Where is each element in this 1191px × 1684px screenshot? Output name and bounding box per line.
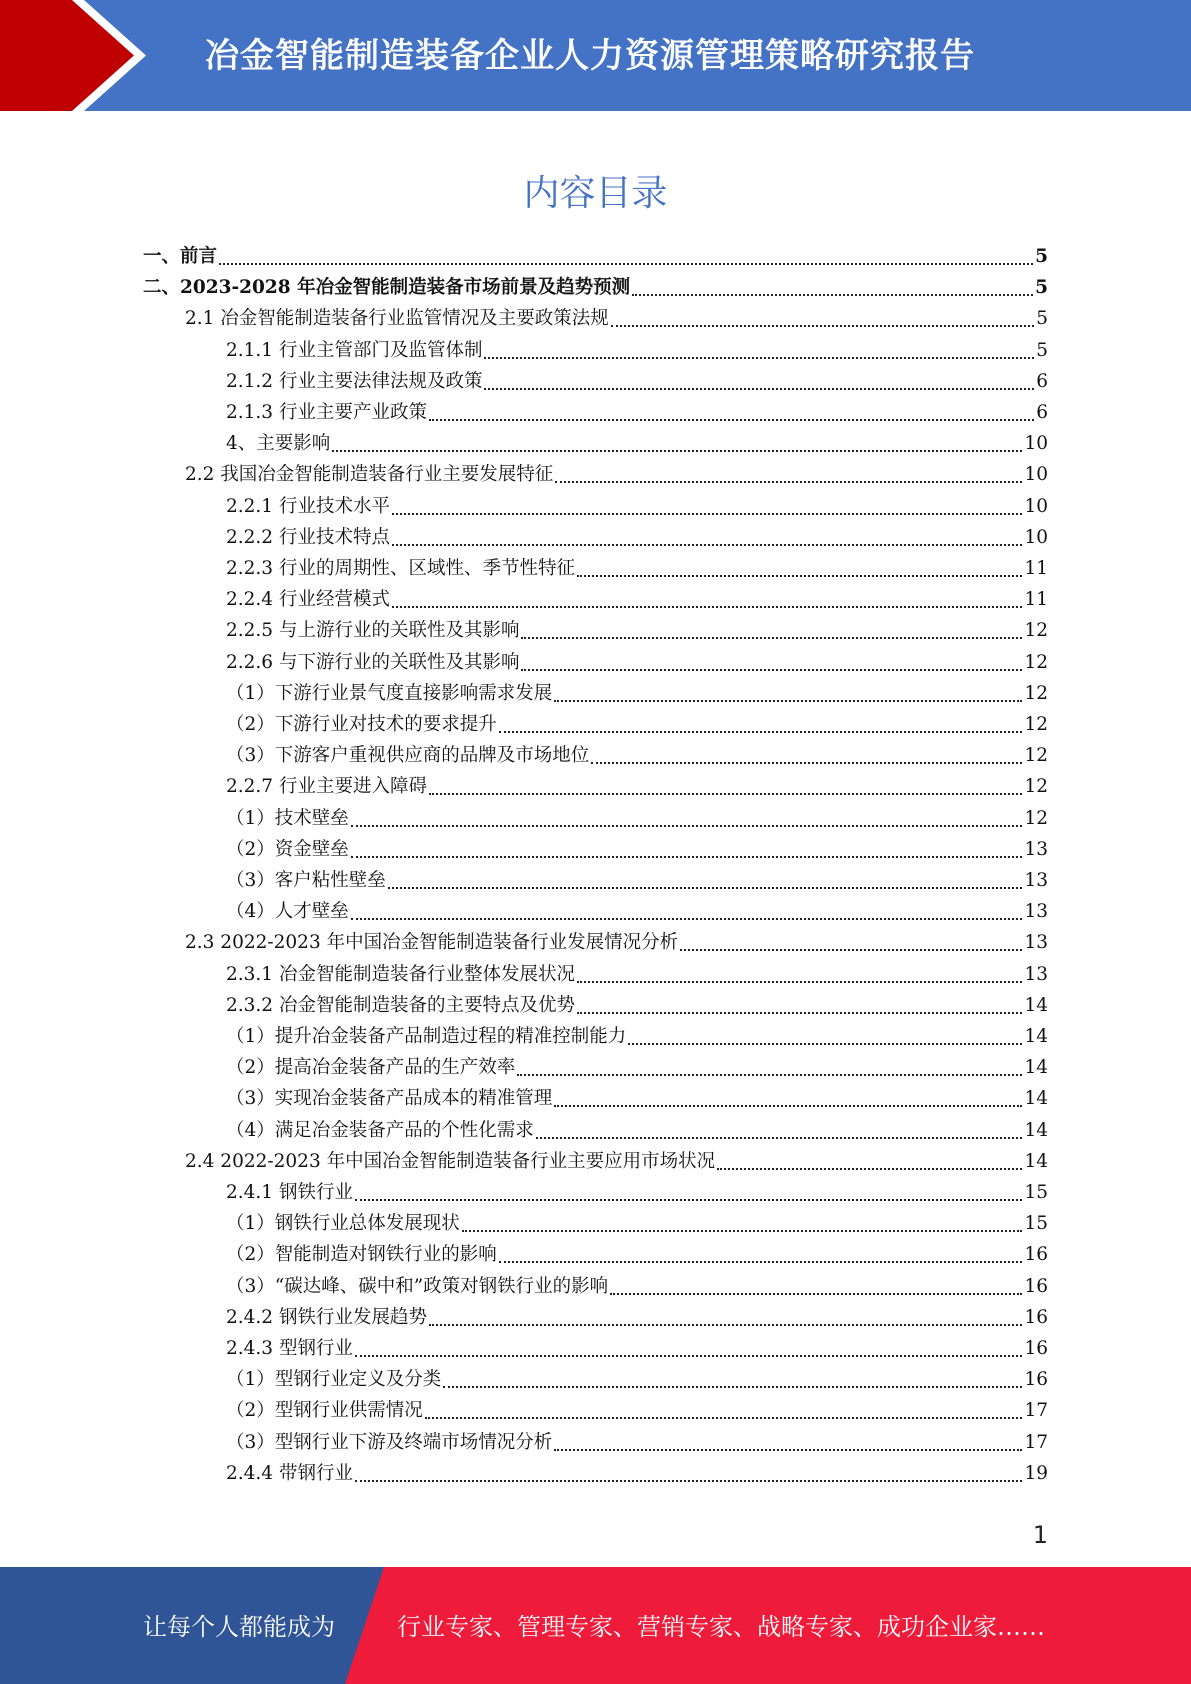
toc-entry-title: 2.3.1 冶金智能制造装备行业整体发展状况 <box>226 963 575 985</box>
toc-entry-title: 2.2.4 行业经营模式 <box>226 589 390 611</box>
toc-entry-page: 19 <box>1024 1462 1048 1484</box>
toc-entry[interactable] <box>226 428 1048 459</box>
toc-dot-leader <box>610 1293 1022 1295</box>
toc-entry-title: （2）下游行业对技术的要求提升 <box>226 714 497 735</box>
toc-entry[interactable] <box>226 1302 1048 1333</box>
toc-entry[interactable] <box>226 1239 1048 1270</box>
toc-entry-page: 14 <box>1024 1150 1048 1172</box>
toc-entry-title: 2.2.5 与上游行业的关联性及其影响 <box>226 620 520 642</box>
toc-entry-title: 2.4.1 钢铁行业 <box>226 1182 353 1203</box>
toc-entry-title: 2.1.3 行业主要产业政策 <box>226 402 427 423</box>
toc-entry[interactable] <box>226 647 1048 678</box>
toc-entry-page: 16 <box>1024 1369 1048 1391</box>
toc-entry-title: 2.1 冶金智能制造装备行业监管情况及主要政策法规 <box>185 308 609 330</box>
toc-dot-leader <box>628 1043 1022 1045</box>
toc-entry[interactable] <box>143 241 1048 272</box>
toc-entry[interactable] <box>226 771 1048 802</box>
toc-dot-leader <box>429 419 1034 421</box>
toc-entry-page: 10 <box>1024 526 1048 548</box>
toc-entry-page: 5 <box>1035 246 1048 267</box>
toc-entry-page: 16 <box>1024 1306 1048 1328</box>
toc-entry-title: 2.4.4 带钢行业 <box>226 1462 353 1484</box>
toc-entry[interactable] <box>226 1458 1048 1489</box>
toc-entry-page: 12 <box>1024 745 1048 767</box>
toc-entry[interactable] <box>226 1115 1048 1146</box>
toc-dot-leader <box>521 637 1022 639</box>
toc-entry[interactable] <box>226 335 1048 366</box>
toc-entry-title: （4）满足冶金装备产品的个性化需求 <box>226 1119 534 1141</box>
toc-entry-page: 14 <box>1024 1119 1048 1141</box>
toc-entry-page: 10 <box>1024 433 1048 455</box>
toc-dot-leader <box>499 1261 1023 1263</box>
page-header <box>0 0 1191 111</box>
toc-dot-leader <box>392 606 1022 608</box>
toc-dot-leader <box>351 918 1023 920</box>
toc-entry-title: （1）下游行业景气度直接影响需求发展 <box>226 682 553 704</box>
toc-entry[interactable] <box>226 1177 1048 1208</box>
toc-entry[interactable] <box>226 803 1048 834</box>
toc-dot-leader <box>392 544 1022 546</box>
report-title: 冶金智能制造装备企业人力资源管理策略研究报告 <box>205 36 975 76</box>
toc-entry-title: （3）客户粘性壁垒 <box>226 870 386 891</box>
toc-entry-title: 2.1.1 行业主管部门及监管体制 <box>226 339 483 361</box>
toc-entry-title: 2.2.6 与下游行业的关联性及其影响 <box>226 651 520 673</box>
toc-entry-title: （3）下游客户重视供应商的品牌及市场地位 <box>226 745 590 767</box>
toc-entry-title: 2.2.2 行业技术特点 <box>226 526 390 548</box>
toc-entry-page: 16 <box>1024 1244 1048 1266</box>
toc-entry[interactable] <box>185 303 1048 334</box>
toc-entry-title: （1）钢铁行业总体发展现状 <box>226 1213 460 1235</box>
toc-entry[interactable] <box>185 927 1048 958</box>
toc-dot-leader <box>499 731 1023 733</box>
toc-entry-page: 12 <box>1024 807 1048 829</box>
toc-dot-leader <box>355 1355 1023 1357</box>
toc-entry-title: 2.2 我国冶金智能制造装备行业主要发展特征 <box>185 464 554 486</box>
toc-entry-title: （1）型钢行业定义及分类 <box>226 1369 442 1391</box>
toc-entry[interactable] <box>226 1333 1048 1364</box>
toc-dot-leader <box>425 1417 1023 1419</box>
header-arrow-graphic <box>0 0 160 111</box>
page-number: 1 <box>1032 1521 1048 1549</box>
toc-entry-page: 5 <box>1035 277 1048 299</box>
toc-entry-page: 14 <box>1024 1026 1048 1047</box>
toc-entry-page: 15 <box>1024 1182 1048 1203</box>
toc-entry[interactable] <box>226 834 1048 865</box>
toc-entry-title: （2）资金壁垒 <box>226 838 349 860</box>
footer-slogan-left: 让每个人都能成为 <box>143 1613 335 1641</box>
toc-entry[interactable] <box>226 959 1048 990</box>
toc-entry-title: （3）型钢行业下游及终端市场情况分析 <box>226 1431 553 1453</box>
toc-entry-page: 11 <box>1024 558 1048 579</box>
toc-dot-leader <box>462 1230 1023 1232</box>
toc-dot-leader <box>429 793 1022 795</box>
toc-entry-page: 15 <box>1024 1213 1048 1235</box>
toc-entry-page: 12 <box>1024 651 1048 673</box>
toc-entry-title: 2.1.2 行业主要法律法规及政策 <box>226 370 483 392</box>
toc-dot-leader <box>351 856 1023 858</box>
toc-entry-title: 4、主要影响 <box>226 433 331 455</box>
toc-dot-leader <box>554 1449 1022 1451</box>
toc-entry[interactable] <box>226 615 1048 646</box>
toc-dot-leader <box>554 1105 1022 1107</box>
toc-entry-title: （2）智能制造对钢铁行业的影响 <box>226 1244 497 1266</box>
toc-entry[interactable] <box>226 491 1048 522</box>
toc-entry-title: 2.4 2022-2023 年中国冶金智能制造装备行业主要应用市场状况 <box>185 1150 716 1172</box>
toc-entry[interactable] <box>226 522 1048 553</box>
toc-entry[interactable] <box>226 1271 1048 1302</box>
toc-dot-leader <box>351 825 1023 827</box>
toc-dot-leader <box>219 263 1033 265</box>
toc-dot-leader <box>632 294 1033 296</box>
toc-entry-title: （4）人才壁垒 <box>226 901 349 923</box>
toc-dot-leader <box>717 1168 1022 1170</box>
toc-entry-title: 二、2023-2028 年冶金智能制造装备市场前景及趋势预测 <box>143 277 631 299</box>
toc-entry-title: （3）实现冶金装备产品成本的精准管理 <box>226 1088 553 1110</box>
toc-entry-page: 11 <box>1024 589 1048 611</box>
toc-entry[interactable] <box>226 584 1048 615</box>
toc-entry[interactable] <box>226 1427 1048 1458</box>
toc-entry-title: （3）“碳达峰、碳中和”政策对钢铁行业的影响 <box>226 1275 609 1297</box>
toc-entry[interactable] <box>226 678 1048 709</box>
toc-entry-page: 16 <box>1024 1338 1048 1359</box>
toc-entry-title: （1）技术壁垒 <box>226 807 349 829</box>
toc-entry-page: 5 <box>1036 308 1048 330</box>
toc-entry-title: 2.4.2 钢铁行业发展趋势 <box>226 1306 427 1328</box>
toc-dot-leader <box>611 325 1034 327</box>
toc-dot-leader <box>517 1074 1022 1076</box>
toc-dot-leader <box>577 981 1022 983</box>
toc-entry[interactable] <box>226 366 1048 397</box>
toc-entry-title: 2.2.7 行业主要进入障碍 <box>226 776 427 798</box>
toc-entry-page: 13 <box>1024 838 1048 860</box>
toc-dot-leader <box>388 887 1023 889</box>
toc-dot-leader <box>554 700 1022 702</box>
toc-entry[interactable] <box>185 459 1048 490</box>
toc-entry[interactable] <box>226 1052 1048 1083</box>
toc-entry-page: 16 <box>1024 1275 1048 1297</box>
toc-entry-page: 13 <box>1024 963 1048 985</box>
toc-entry[interactable] <box>226 1395 1048 1426</box>
toc-entry-page: 14 <box>1024 994 1048 1016</box>
toc-entry[interactable] <box>226 865 1048 896</box>
toc-entry-title: 2.2.3 行业的周期性、区域性、季节性特征 <box>226 558 575 579</box>
toc-entry-title: 2.3.2 冶金智能制造装备的主要特点及优势 <box>226 994 575 1016</box>
toc-dot-leader <box>536 1137 1023 1139</box>
toc-entry[interactable] <box>143 272 1048 303</box>
toc-dot-leader <box>429 1324 1022 1326</box>
toc-dot-leader <box>355 1480 1023 1482</box>
toc-dot-leader <box>484 357 1034 359</box>
page-footer <box>0 1567 1191 1684</box>
toc-entry[interactable] <box>185 1146 1048 1177</box>
toc-entry-page: 10 <box>1024 464 1048 486</box>
toc-entry[interactable] <box>226 1021 1048 1052</box>
toc-entry-page: 12 <box>1024 620 1048 642</box>
toc-entry-page: 6 <box>1036 402 1048 423</box>
toc-dot-leader <box>521 669 1022 671</box>
toc-entry-page: 17 <box>1024 1431 1048 1453</box>
toc-dot-leader <box>577 1012 1022 1014</box>
toc-entry[interactable] <box>226 1208 1048 1239</box>
toc-entry[interactable] <box>226 397 1048 428</box>
toc-dot-leader <box>555 481 1022 483</box>
toc-entry-page: 13 <box>1024 932 1048 954</box>
footer-slogan-right: 行业专家、管理专家、营销专家、战略专家、成功企业家…… <box>397 1613 1045 1641</box>
toc-entry-title: 一、前言 <box>143 246 218 267</box>
toc-dot-leader <box>577 575 1022 577</box>
toc-dot-leader <box>332 450 1022 452</box>
toc-entry-title: 2.3 2022-2023 年中国冶金智能制造装备行业发展情况分析 <box>185 932 679 954</box>
toc-dot-leader <box>392 513 1022 515</box>
toc-entry-title: 2.4.3 型钢行业 <box>226 1338 353 1359</box>
toc-entry-page: 12 <box>1024 776 1048 798</box>
toc-entry[interactable] <box>226 1364 1048 1395</box>
toc-entry-page: 14 <box>1024 1057 1048 1079</box>
toc-entry-title: 2.2.1 行业技术水平 <box>226 495 390 517</box>
toc-entry[interactable] <box>226 553 1048 584</box>
toc-dot-leader <box>484 388 1034 390</box>
toc-entry-page: 12 <box>1024 682 1048 704</box>
toc-entry-page: 14 <box>1024 1088 1048 1110</box>
toc-entry[interactable] <box>226 709 1048 740</box>
toc-dot-leader <box>355 1199 1023 1201</box>
toc-entry-page: 10 <box>1024 495 1048 517</box>
toc-dot-leader <box>591 762 1022 764</box>
toc-entry-page: 6 <box>1036 370 1048 392</box>
toc-entry-page: 17 <box>1024 1400 1048 1422</box>
toc-entry-title: （2）提高冶金装备产品的生产效率 <box>226 1057 516 1079</box>
toc-entry[interactable] <box>226 990 1048 1021</box>
toc-entry-page: 5 <box>1036 339 1048 361</box>
toc-entry[interactable] <box>226 896 1048 927</box>
toc-entry-page: 13 <box>1024 870 1048 891</box>
toc-entry-title: （2）型钢行业供需情况 <box>226 1400 423 1422</box>
toc-dot-leader <box>443 1386 1022 1388</box>
toc-entry-page: 12 <box>1024 714 1048 735</box>
toc-entry[interactable] <box>226 1083 1048 1114</box>
toc-entry-page: 13 <box>1024 901 1048 923</box>
toc-title: 内容目录 <box>523 173 668 214</box>
toc-dot-leader <box>680 949 1022 951</box>
toc-entry-title: （1）提升冶金装备产品制造过程的精准控制能力 <box>226 1026 627 1047</box>
toc-entry[interactable] <box>226 740 1048 771</box>
